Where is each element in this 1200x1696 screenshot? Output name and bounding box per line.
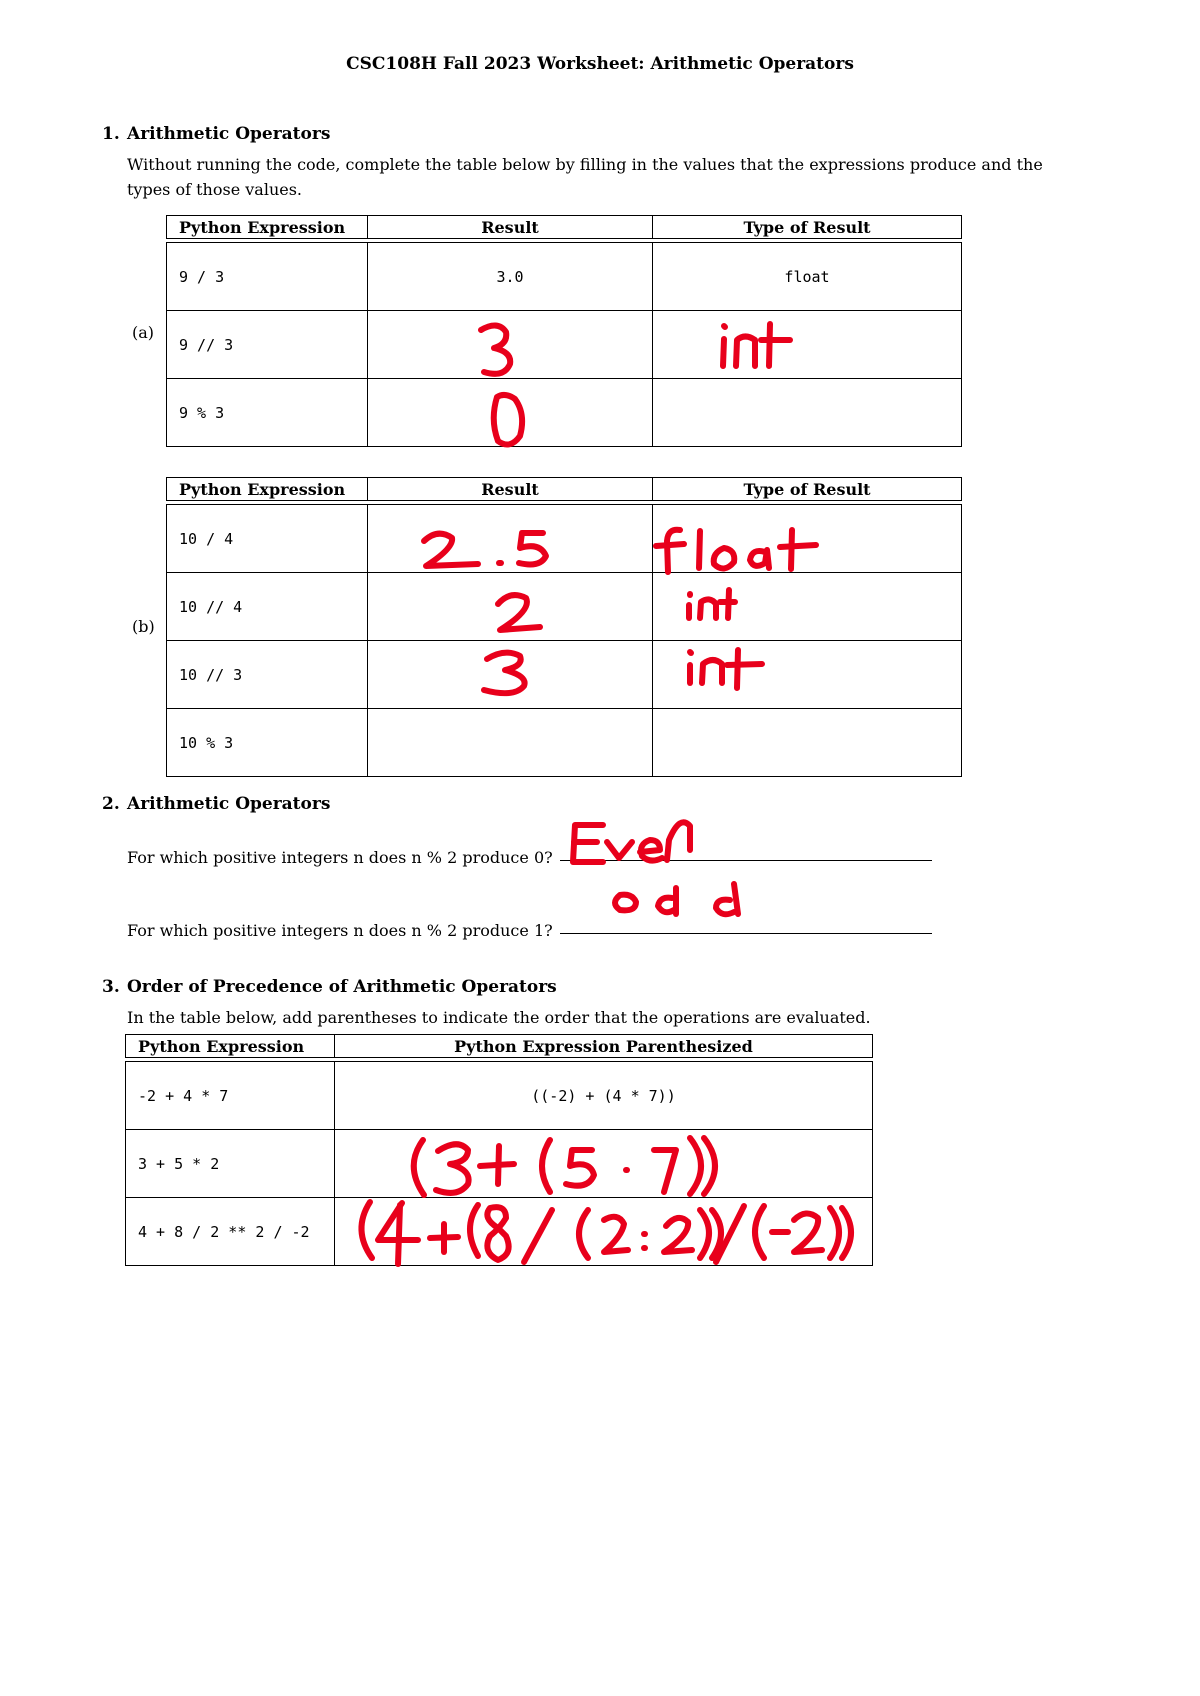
worksheet-title: CSC108H Fall 2023 Worksheet: Arithmetic Operators <box>346 54 854 74</box>
expr-cell: 9 % 3 <box>167 379 368 447</box>
result-cell[interactable]: 3.0 <box>368 243 653 311</box>
expr-cell: 3 + 5 * 2 <box>126 1130 335 1198</box>
hw-answer-b3-result <box>460 653 525 694</box>
hw-answer-odd <box>615 884 738 914</box>
hw-answer-even <box>573 822 690 862</box>
q1-number: 1. <box>102 124 120 144</box>
header-expression: Python Expression <box>167 216 368 239</box>
header-type: Type of Result <box>653 478 962 501</box>
expr-cell: 4 + 8 / 2 ** 2 / -2 <box>126 1198 335 1266</box>
q2-heading: Arithmetic Operators <box>127 794 331 814</box>
hw-answer-b1-type <box>656 530 816 572</box>
hw-answer-b2-type <box>689 590 735 618</box>
hw-answer-a3-result <box>460 395 522 445</box>
q3-heading: Order of Precedence of Arithmetic Operators <box>127 977 557 997</box>
hw-answer-q3-row3 <box>361 1202 851 1264</box>
q1-heading: Arithmetic Operators <box>127 124 331 144</box>
header-parenthesized: Python Expression Parenthesized <box>335 1035 873 1058</box>
expr-cell: 10 // 3 <box>167 641 368 709</box>
q1-instructions: Without running the code, complete the table below by filling in the values that the expressions produce and the types of those values. <box>127 155 1043 199</box>
part-a-label: (a) <box>132 323 155 342</box>
hw-answer-q3-row2 <box>414 1138 715 1195</box>
q2-number: 2. <box>102 794 120 814</box>
header-expression: Python Expression <box>126 1035 335 1058</box>
header-type: Type of Result <box>653 216 962 239</box>
header-result: Result <box>368 478 653 501</box>
part-b-label: (b) <box>132 617 155 636</box>
type-cell[interactable]: float <box>653 243 962 311</box>
header-expression: Python Expression <box>167 478 368 501</box>
header-result: Result <box>368 216 653 239</box>
hw-answer-b1-result <box>424 533 546 566</box>
hw-answer-a2-result <box>460 325 510 373</box>
expr-cell: 10 // 4 <box>167 573 368 641</box>
answer-cell[interactable]: ((-2) + (4 * 7)) <box>335 1062 873 1130</box>
q3-instructions: In the table below, add parentheses to indicate the order that the operations are evaluated. <box>127 1008 871 1027</box>
expr-cell: 9 / 3 <box>167 243 368 311</box>
expr-cell: -2 + 4 * 7 <box>126 1062 335 1130</box>
q2-question-1: For which positive integers n does n % 2 produce 0? <box>127 848 553 867</box>
expr-cell: 10 % 3 <box>167 709 368 777</box>
hw-answer-a2-type <box>700 324 790 366</box>
q3-number: 3. <box>102 977 120 997</box>
hw-answer-b2-result <box>460 595 540 630</box>
hw-answer-b3-type <box>690 650 762 688</box>
expr-cell: 9 // 3 <box>167 311 368 379</box>
q2-question-2: For which positive integers n does n % 2 produce 1? <box>127 921 553 940</box>
expr-cell: 10 / 4 <box>167 505 368 573</box>
